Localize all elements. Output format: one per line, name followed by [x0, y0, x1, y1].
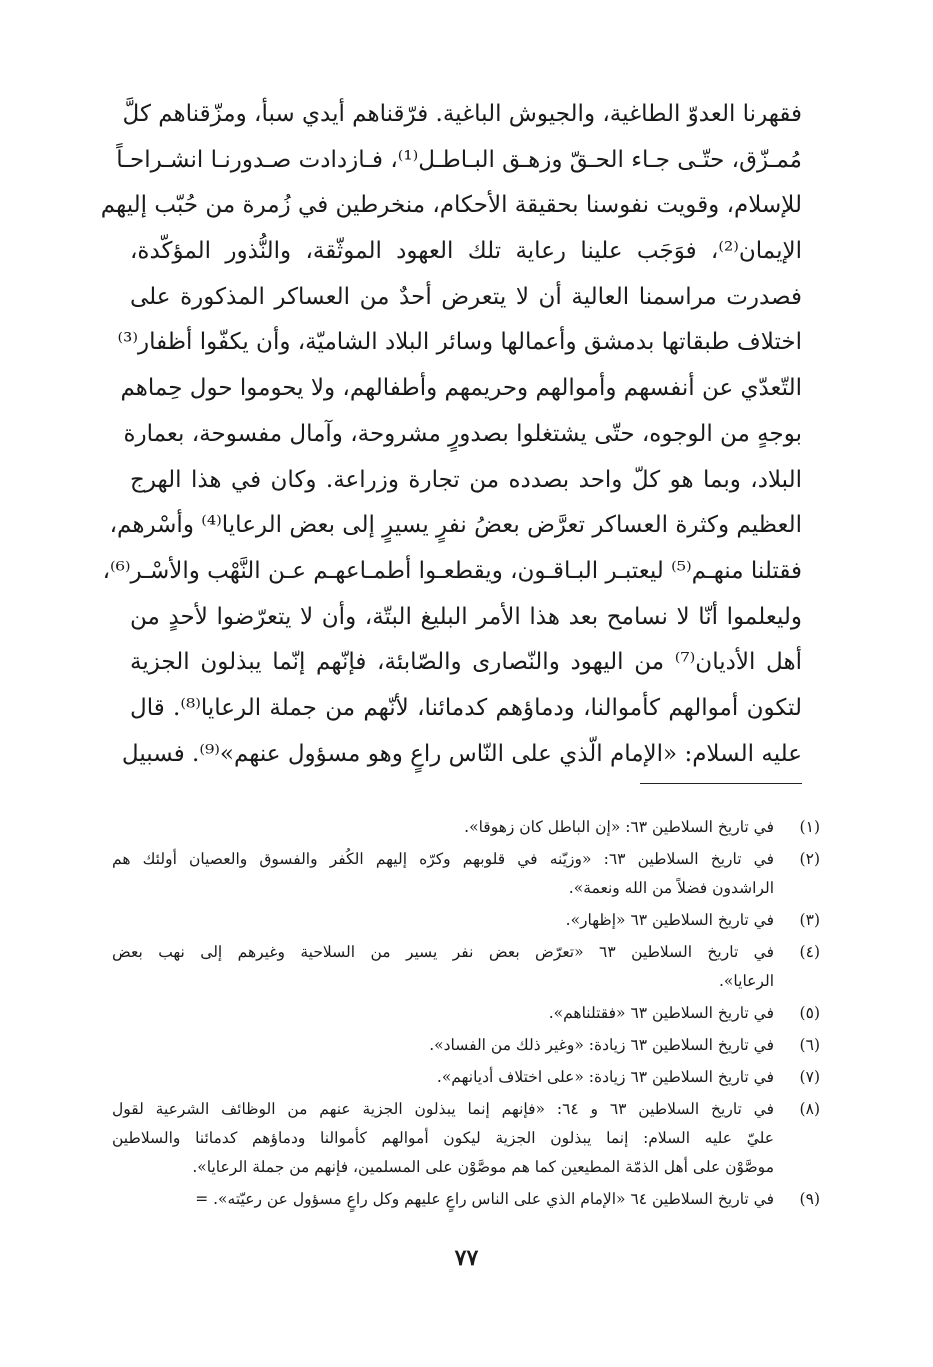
footnote-number: (٣) — [799, 911, 820, 929]
text-line: لتكون أموالهم كأموالنا، ودماؤهم كدمائنا، لأنّهم من جملة الرعايا⁽⁸⁾. قال — [130, 694, 802, 721]
text-line: فقتلنا منهـم⁽⁵⁾ ليعتبـر البـاقـون، ويقطعـوا أطمـاعهـم عـن النَّهْب والأسْـر⁽⁶⁾، — [102, 557, 802, 584]
footnote — [112, 1185, 820, 1214]
text-line: للإسلام، وقويت نفوسنا بحقيقة الأحكام، منخرطين في زُمرة من حُبّب إليهم — [100, 192, 802, 219]
text-line: فقهرنا العدوّ الطاغية، والجيوش الباغية. فرّقناهم أيدي سبأ، ومزّقناهم كلَّ — [122, 101, 802, 127]
footnote-number: (٨) — [799, 1100, 820, 1118]
footnote-line: في تاريخ السلاطين ٦٤ «الإمام الذي على الناس راعٍ عليهم وكل راعٍ مسؤول عن رعيّته». = — [195, 1190, 774, 1208]
footnote — [112, 1031, 820, 1060]
footnote-number: (٧) — [799, 1068, 820, 1086]
footnote-number: (٢) — [799, 850, 820, 868]
footnote-line: في تاريخ السلاطين ٦٣ و ٦٤: «فإنهم إنما يبذلون الجزية عنهم من الوظائف الشرعية لقول — [112, 1100, 774, 1118]
main-text-block — [100, 92, 802, 777]
text-line: أهل الأديان⁽⁷⁾ من اليهود والنّصارى والصّابئة، فإنّهم إنّما يبذلون الجزية — [130, 649, 802, 676]
footnote-number: (٤) — [799, 943, 820, 961]
footnote-line: في تاريخ السلاطين ٦٣: «وزيّنه في قلوبهم وكرّه إليهم الكُفر والفسوق والعصيان أولئك هم — [112, 850, 774, 868]
footnote-text — [112, 813, 774, 842]
text-line: الإيمان⁽²⁾، فوَجَب علينا رعاية تلك العهود الموثّقة، والنُّذور المؤكّدة، — [130, 238, 802, 265]
footnotes-block — [112, 813, 820, 1217]
footnote-line: في تاريخ السلاطين ٦٣ «تعرّض بعض نفر يسير من السلاحية وغيرهم إلى نهب بعض — [112, 943, 775, 961]
footnote-line: في تاريخ السلاطين ٦٣ «فقتلناهم». — [548, 1004, 774, 1022]
footnote-number: (١) — [799, 818, 820, 836]
text-line: عليه السلام: «الإمام الّذي على النّاس راعٍ وهو مسؤول عنهم»⁽⁹⁾. فسبيل — [121, 740, 802, 767]
footnote-line: الرعايا». — [719, 972, 774, 990]
footnote-separator — [640, 783, 802, 784]
footnote-text — [112, 1095, 774, 1182]
footnote — [112, 938, 820, 996]
text-line: اختلاف طبقاتها بدمشق وأعمالها وسائر البلاد الشاميّة، وأن يكفّوا أظفار⁽³⁾ — [117, 329, 802, 356]
footnote-line: الراشدون فضلاً من الله ونعمة». — [568, 879, 774, 897]
footnote-line: في تاريخ السلاطين ٦٣ زيادة: «على اختلاف أديانهم». — [436, 1068, 774, 1086]
footnote-text — [112, 906, 774, 935]
footnote — [112, 1063, 820, 1092]
text-line: العظيم وكثرة العساكر تعرَّض بعضُ نفرٍ يسيرٍ إلى بعض الرعايا⁽⁴⁾ وأسْرهم، — [109, 512, 802, 539]
footnote-text — [112, 999, 774, 1028]
footnote-number: (٩) — [799, 1190, 820, 1208]
text-line: مُمـزّق، حتّـى جـاء الحـقّ وزهـق البـاطـل⁽¹⁾، فـازدادت صـدورنـا انشـراحـاً — [116, 146, 802, 173]
footnote-number: (٦) — [799, 1036, 820, 1054]
footnote-text — [112, 938, 774, 996]
footnote-text — [112, 845, 774, 903]
text-line: البلاد، وبما هو كلّ واحد بصدده من تجارة وزراعة. وكان في هذا الهرج — [130, 466, 802, 493]
page-number: ٧٧ — [454, 1245, 479, 1271]
text-line: وليعلموا أنّا لا نسامح بعد هذا الأمر البليغ البتّة، وأن لا يتعرّضوا لأحدٍ من — [130, 603, 802, 630]
text-line: التّعدّي عن أنفسهم وأموالهم وحريمهم وأطفالهم، ولا يحوموا حول حِماهم — [120, 375, 802, 402]
footnote-line: عليّ عليه السلام: إنما يبذلون الجزية ليكون أموالهم كأموالنا ودماؤهم كدمائنا والسلاطين — [112, 1129, 774, 1147]
footnote — [112, 1095, 820, 1182]
footnote-number: (٥) — [799, 1004, 820, 1022]
footnote-text — [112, 1063, 774, 1092]
text-line: بوجهٍ من الوجوه، حتّى يشتغلوا بصدورٍ مشروحة، وآمال مفسوحة، بعمارة — [123, 420, 802, 447]
footnote — [112, 906, 820, 935]
footnote-line: في تاريخ السلاطين ٦٣: «إن الباطل كان زهوقا». — [464, 818, 774, 836]
footnote-line: موصَّوْن على أهل الذمّة المطيعين كما هم موصَّوْن على المسلمين، فإنهم من جملة الرعايا». — [192, 1158, 774, 1176]
footnote-text — [112, 1185, 774, 1214]
footnote-text — [112, 1031, 774, 1060]
footnote — [112, 813, 820, 842]
footnote-line: في تاريخ السلاطين ٦٣ «إظهار». — [565, 911, 774, 929]
text-line: فصدرت مراسمنا العالية أن لا يتعرض أحدٌ من العساكر المذكورة على — [130, 283, 802, 310]
footnote — [112, 999, 820, 1028]
footnote — [112, 845, 820, 903]
footnote-line: في تاريخ السلاطين ٦٣ زيادة: «وغير ذلك من الفساد». — [429, 1036, 774, 1054]
